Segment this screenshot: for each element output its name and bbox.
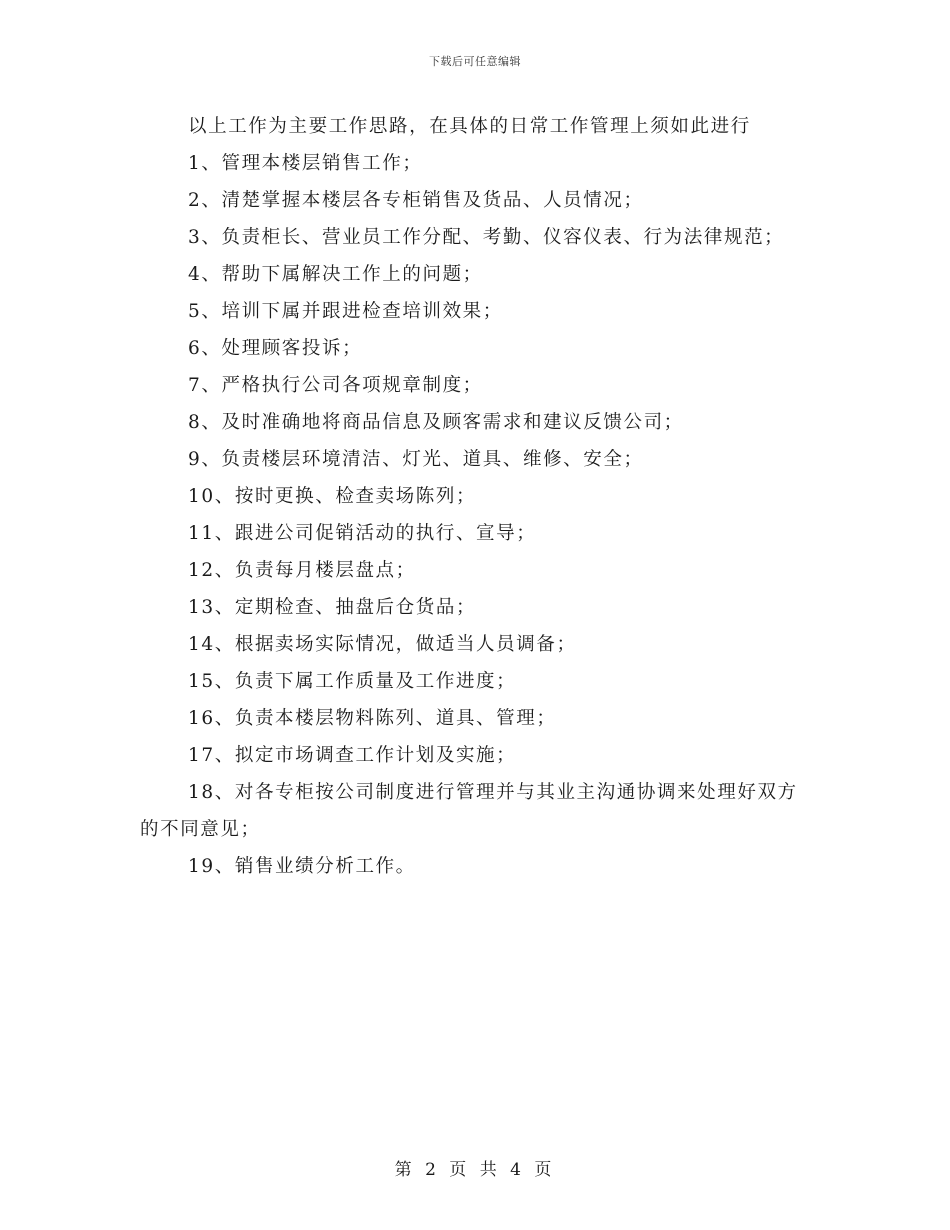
- list-item: 11、跟进公司促销活动的执行、宣导；: [188, 523, 537, 544]
- list-item: 1、管理本楼层销售工作；: [188, 153, 423, 174]
- intro-paragraph: 以上工作为主要工作思路，在具体的日常工作管理上须如此进行: [188, 116, 751, 137]
- document-body: [140, 108, 810, 885]
- list-item: 3、负责柜长、营业员工作分配、考勤、仪容仪表、行为法律规范；: [188, 227, 785, 248]
- list-item: 13、定期检查、抽盘后仓货品；: [188, 597, 477, 618]
- list-item: 10、按时更换、检查卖场陈列；: [188, 486, 477, 507]
- page-header: 下载后可任意编辑: [429, 55, 521, 68]
- list-item: 5、培训下属并跟进检查培训效果；: [188, 301, 503, 322]
- list-item: 15、负责下属工作质量及工作进度；: [188, 671, 517, 692]
- list-item: 18、对各专柜按公司制度进行管理并与其业主沟通协调来处理好双方的不同意见；: [140, 782, 798, 840]
- page-number: 第 2 页 共 4 页: [394, 1160, 556, 1180]
- list-item: 12、负责每月楼层盘点；: [188, 560, 416, 581]
- list-item: 17、拟定市场调查工作计划及实施；: [188, 745, 517, 766]
- list-item: 8、及时准确地将商品信息及顾客需求和建议反馈公司；: [188, 412, 684, 433]
- list-item: 9、负责楼层环境清洁、灯光、道具、维修、安全；: [188, 449, 644, 470]
- list-item: 19、销售业绩分析工作。: [188, 856, 416, 877]
- list-item: 7、严格执行公司各项规章制度；: [188, 375, 483, 396]
- list-item: 14、根据卖场实际情况，做适当人员调备；: [188, 634, 577, 655]
- list-item: 2、清楚掌握本楼层各专柜销售及货品、人员情况；: [188, 190, 644, 211]
- list-item: 6、处理顾客投诉；: [188, 338, 363, 359]
- list-item: 4、帮助下属解决工作上的问题；: [188, 264, 483, 285]
- list-item: 16、负责本楼层物料陈列、道具、管理；: [188, 708, 557, 729]
